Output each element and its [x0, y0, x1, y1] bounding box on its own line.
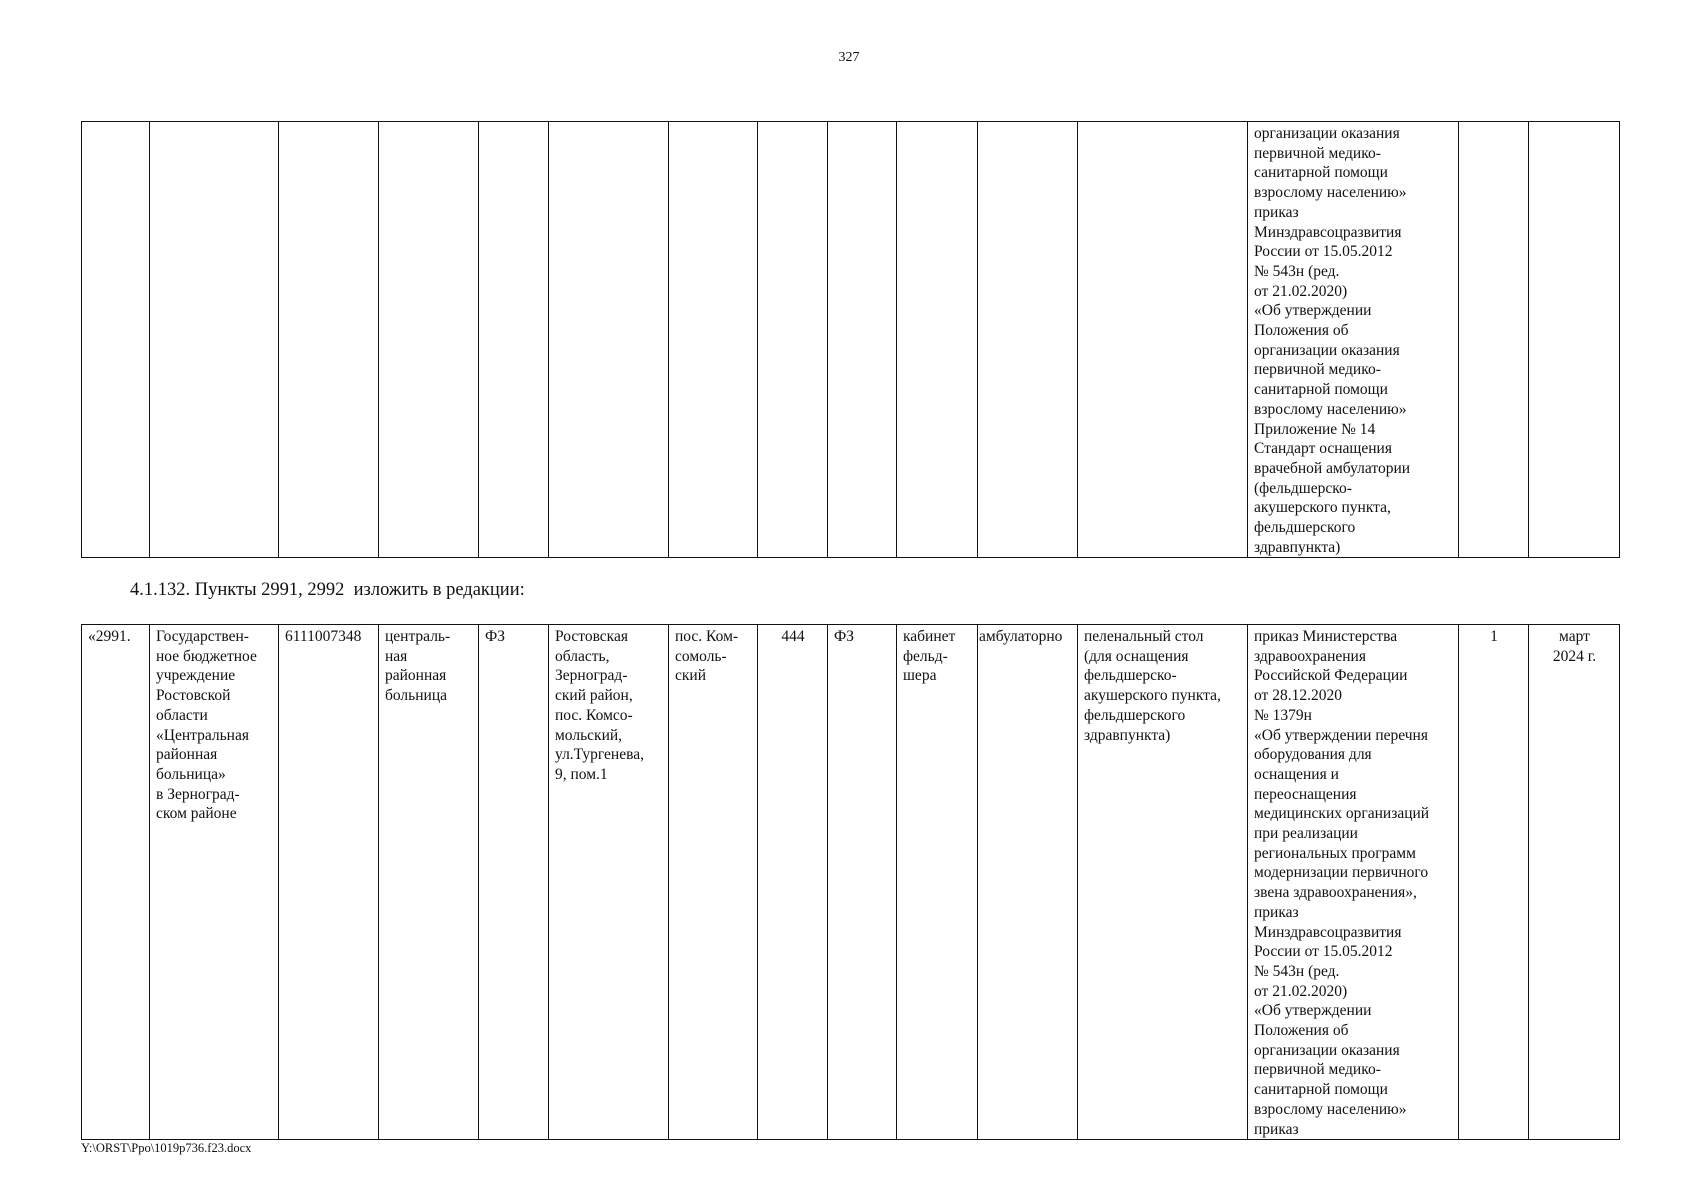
cell-inn: 6111007348 — [279, 625, 379, 1140]
table-row — [82, 122, 1620, 558]
cell-locality — [669, 122, 758, 558]
cell-locality: пос. Ком- сомоль- ский — [669, 625, 758, 1140]
amendment-table — [81, 624, 1620, 1140]
cell-address — [549, 122, 669, 558]
cell-legal-basis: организации оказания первичной медико- санитарной помощи взрослому населению» приказ Минздравсоцразвития России от 15.05.2012 № 543н (ред. от 21.02.2020) «Об утверждении Положения об организации оказания первичной медико- санитарной помощи взрослому населению» Приложение № 14 Стандарт оснащения врачебной амбулатории (фельдшерско- акушерского пункта, фельдшерского здравпункта) — [1248, 122, 1459, 558]
cell-quantity: 1 — [1459, 625, 1529, 1140]
cell-number — [82, 122, 150, 558]
cell-unit-type — [479, 122, 549, 558]
cell-population — [758, 122, 828, 558]
cell-equipment — [1078, 122, 1248, 558]
cell-population: 444 — [758, 625, 828, 1140]
cell-room — [897, 122, 978, 558]
cell-deadline — [1529, 122, 1620, 558]
cell-room: кабинет фельд- шера — [897, 625, 978, 1140]
cell-org-type: централь- ная районная больница — [379, 625, 479, 1140]
cell-address: Ростовская область, Зерноград- ский район, пос. Комсо- мольский, ул.Тургенева, 9, пом.1 — [549, 625, 669, 1140]
cell-institution — [150, 122, 279, 558]
amendment-instruction: 4.1.132. Пункты 2991, 2992 изложить в редакции: — [130, 580, 525, 600]
cell-unit-type-2: ФЗ — [828, 625, 897, 1140]
cell-legal-basis: приказ Министерства здравоохранения Российской Федерации от 28.12.2020 № 1379н «Об утверждении перечня оборудования для оснащения и переоснащения медицинских организаций при реализации региональных программ модернизации первичного звена здравоохранения», приказ Минздравсоцразвития России от 15.05.2012 № 543н (ред. от 21.02.2020) «Об утверждении Положения об организации оказания первичной медико- санитарной помощи взрослому населению» приказ — [1248, 625, 1459, 1140]
page-number: 327 — [838, 50, 860, 65]
cell-deadline: март 2024 г. — [1529, 625, 1620, 1140]
cell-number: «2991. — [82, 625, 150, 1140]
cell-unit-type-2 — [828, 122, 897, 558]
footer-file-path: Y:\ORST\Ppo\1019p736.f23.docx — [81, 1141, 252, 1155]
cell-inn — [279, 122, 379, 558]
cell-unit-type: ФЗ — [479, 625, 549, 1140]
continuation-table — [81, 121, 1620, 558]
cell-equipment: пеленальный стол (для оснащения фельдшерско- акушерского пункта, фельдшерского здравпункта) — [1078, 625, 1248, 1140]
cell-quantity — [1459, 122, 1529, 558]
cell-institution: Государствен- ное бюджетное учреждение Ростовской области «Центральная районная больница» в Зерноград- ском районе — [150, 625, 279, 1140]
cell-care-condition: амбулаторно — [978, 625, 1078, 1140]
cell-care-condition — [978, 122, 1078, 558]
table-row — [82, 625, 1620, 1140]
cell-org-type — [379, 122, 479, 558]
